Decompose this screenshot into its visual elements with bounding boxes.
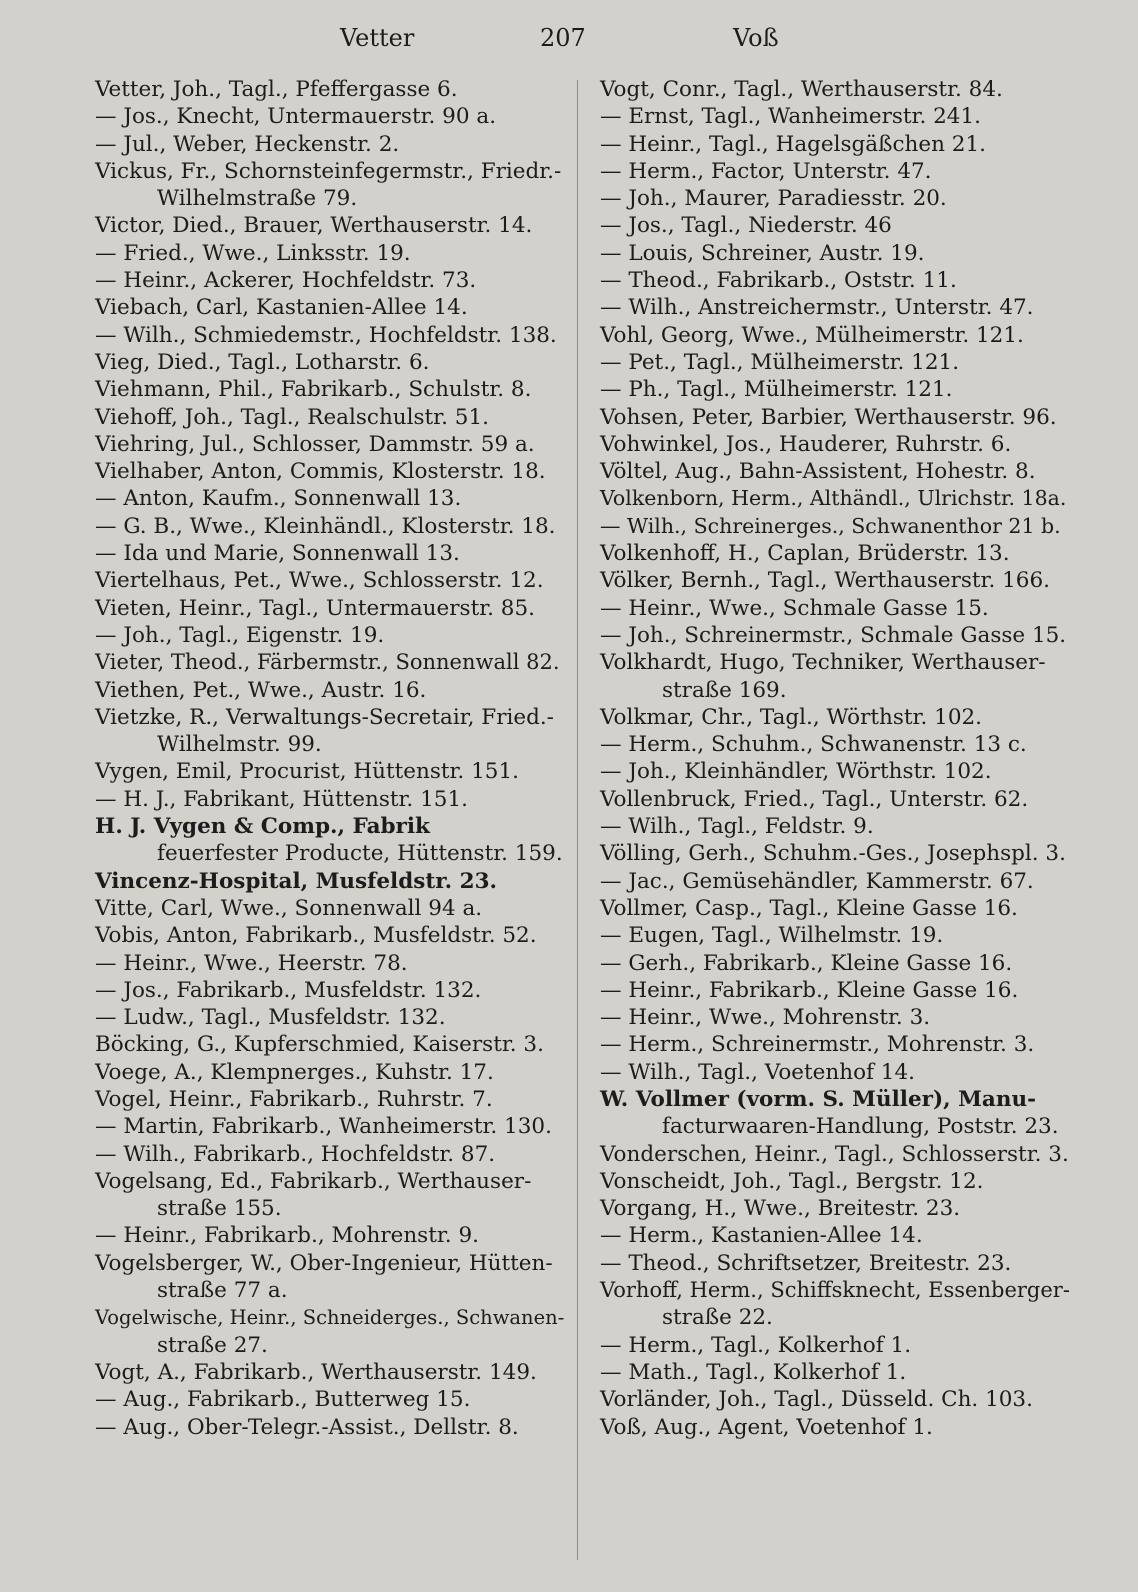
directory-entry: Viethen, Pet., Wwe., Austr. 16. — [95, 677, 427, 703]
directory-entry: — Jul., Weber, Heckenstr. 2. — [95, 131, 400, 157]
directory-entry: — Joh., Tagl., Eigenstr. 19. — [95, 622, 385, 648]
directory-entry: Vohwinkel, Jos., Hauderer, Ruhrstr. 6. — [600, 431, 1012, 457]
header-right-keyword: Voß — [733, 24, 779, 52]
directory-entry: Voß, Aug., Agent, Voetenhof 1. — [600, 1414, 933, 1440]
directory-entry-continuation: straße 27. — [157, 1332, 268, 1358]
directory-entry: — Ernst, Tagl., Wanheimerstr. 241. — [600, 104, 981, 130]
directory-entry: Vonderschen, Heinr., Tagl., Schlosserstr. 3. — [600, 1141, 1069, 1167]
directory-entry: — Jos., Fabrikarb., Musfeldstr. 132. — [95, 977, 482, 1003]
directory-entry: Vorgang, H., Wwe., Breitestr. 23. — [600, 1196, 961, 1222]
directory-entry: W. Vollmer (vorm. S. Müller), Manu- — [600, 1086, 1037, 1112]
directory-entry: — Herm., Tagl., Kolkerhof 1. — [600, 1332, 912, 1358]
directory-entry: — Herm., Kastanien-Allee 14. — [600, 1223, 923, 1249]
directory-entry: Volkmar, Chr., Tagl., Wörthstr. 102. — [600, 704, 983, 730]
directory-entry: Vieg, Died., Tagl., Lotharstr. 6. — [95, 349, 430, 375]
directory-entry: — Heinr., Wwe., Schmale Gasse 15. — [600, 595, 989, 621]
directory-entry: — Jos., Tagl., Niederstr. 46 — [600, 213, 892, 239]
directory-entry: — Louis, Schreiner, Austr. 19. — [600, 240, 925, 266]
directory-entry: — Joh., Schreinermstr., Schmale Gasse 15. — [600, 622, 1067, 648]
directory-entry: — Wilh., Schmiedemstr., Hochfeldstr. 138. — [95, 322, 557, 348]
header-left-keyword: Vetter — [340, 24, 415, 52]
directory-entry: — Heinr., Wwe., Mohrenstr. 3. — [600, 1005, 931, 1031]
column-divider — [577, 80, 578, 1560]
directory-entry: Völker, Bernh., Tagl., Werthauserstr. 166. — [600, 568, 1050, 594]
directory-entry: Vincenz-Hospital, Musfeldstr. 23. — [95, 868, 498, 894]
directory-entry: Vorländer, Joh., Tagl., Düsseld. Ch. 103. — [600, 1387, 1033, 1413]
directory-entry: Vogt, Conr., Tagl., Werthauserstr. 84. — [600, 77, 1003, 102]
directory-entry: — Jac., Gemüsehändler, Kammerstr. 67. — [600, 868, 1034, 894]
directory-entry: — Ludw., Tagl., Musfeldstr. 132. — [95, 1005, 446, 1031]
directory-entry: Volkhardt, Hugo, Techniker, Werthauser- — [600, 650, 1046, 676]
directory-entry: — Heinr., Fabrikarb., Kleine Gasse 16. — [600, 977, 1019, 1003]
directory-entry-continuation: straße 169. — [662, 677, 787, 703]
directory-entry: Victor, Died., Brauer, Werthauserstr. 14. — [95, 213, 533, 239]
directory-entry: — Wilh., Tagl., Feldstr. 9. — [600, 814, 874, 840]
directory-entry: H. J. Vygen & Comp., Fabrik — [95, 814, 430, 840]
directory-entry: — Anton, Kaufm., Sonnenwall 13. — [95, 486, 462, 512]
directory-entry: — Wilh., Schreinerges., Schwanenthor 21 b. — [600, 513, 1061, 538]
directory-entry: — H. J., Fabrikant, Hüttenstr. 151. — [95, 786, 468, 812]
directory-entry: Vitte, Carl, Wwe., Sonnenwall 94 a. — [95, 895, 483, 921]
directory-entry: Vobis, Anton, Fabrikarb., Musfeldstr. 52. — [95, 923, 537, 949]
directory-entry: — Ph., Tagl., Mülheimerstr. 121. — [600, 377, 953, 403]
directory-entry-continuation: Wilhelmstraße 79. — [157, 186, 358, 212]
left-column — [95, 76, 567, 1576]
directory-entry: Voege, A., Klempnerges., Kuhstr. 17. — [95, 1059, 494, 1085]
directory-entry-continuation: straße 22. — [662, 1305, 773, 1331]
directory-entry: — Math., Tagl., Kolkerhof 1. — [600, 1359, 907, 1385]
directory-entry-continuation: straße 155. — [157, 1196, 282, 1222]
directory-entry: Völtel, Aug., Bahn-Assistent, Hohestr. 8. — [600, 459, 1036, 485]
directory-entry-continuation: facturwaaren-Handlung, Poststr. 23. — [662, 1114, 1059, 1140]
directory-entry: Vogelwische, Heinr., Schneiderges., Schwanen- — [95, 1306, 565, 1330]
directory-entry: Vonscheidt, Joh., Tagl., Bergstr. 12. — [600, 1168, 984, 1194]
directory-entry: — Theod., Fabrikarb., Oststr. 11. — [600, 268, 957, 294]
directory-entry: Volkenhoff, H., Caplan, Brüderstr. 13. — [600, 541, 1010, 567]
directory-entry: Viehmann, Phil., Fabrikarb., Schulstr. 8. — [95, 377, 532, 403]
directory-entry: Viebach, Carl, Kastanien-Allee 14. — [95, 295, 468, 321]
directory-entry: Vietzke, R., Verwaltungs-Secretair, Fried.- — [95, 704, 554, 730]
directory-entry: Viehring, Jul., Schlosser, Dammstr. 59 a. — [95, 431, 535, 457]
directory-entry: Vetter, Joh., Tagl., Pfeffergasse 6. — [95, 77, 458, 102]
directory-entry: Vogel, Heinr., Fabrikarb., Ruhrstr. 7. — [95, 1086, 493, 1112]
directory-entry: — Wilh., Anstreichermstr., Unterstr. 47. — [600, 295, 1034, 321]
page-header — [0, 18, 1138, 58]
directory-entry: — Ida und Marie, Sonnenwall 13. — [95, 541, 460, 567]
right-column — [600, 76, 1070, 1576]
directory-entry: — G. B., Wwe., Kleinhändl., Klosterstr. 18. — [95, 513, 556, 539]
directory-entry: Vohsen, Peter, Barbier, Werthauserstr. 96. — [600, 404, 1057, 430]
directory-entry: Vieten, Heinr., Tagl., Untermauerstr. 85. — [95, 595, 535, 621]
directory-entry: — Pet., Tagl., Mülheimerstr. 121. — [600, 349, 960, 375]
directory-entry: Viehoff, Joh., Tagl., Realschulstr. 51. — [95, 404, 489, 430]
directory-entry: — Gerh., Fabrikarb., Kleine Gasse 16. — [600, 950, 1013, 976]
directory-entry: Vieter, Theod., Färbermstr., Sonnenwall 82. — [95, 650, 560, 675]
directory-entry: — Joh., Kleinhändler, Wörthstr. 102. — [600, 759, 992, 785]
directory-entry: — Aug., Fabrikarb., Butterweg 15. — [95, 1387, 471, 1413]
directory-entry: Vogelsang, Ed., Fabrikarb., Werthauser- — [95, 1168, 532, 1194]
directory-entry: — Herm., Factor, Unterstr. 47. — [600, 158, 932, 184]
directory-entry: — Theod., Schriftsetzer, Breitestr. 23. — [600, 1250, 1012, 1276]
directory-entry: Vohl, Georg, Wwe., Mülheimerstr. 121. — [600, 322, 1024, 348]
directory-entry-continuation: straße 77 a. — [157, 1278, 288, 1304]
directory-entry: — Heinr., Fabrikarb., Mohrenstr. 9. — [95, 1223, 479, 1249]
directory-entry: Vygen, Emil, Procurist, Hüttenstr. 151. — [95, 759, 519, 785]
directory-entry: Vollenbruck, Fried., Tagl., Unterstr. 62. — [600, 786, 1029, 812]
directory-entry: Volkenborn, Herm., Althändl., Ulrichstr. 18a. — [600, 486, 1067, 511]
directory-entry: Vogelsberger, W., Ober-Ingenieur, Hütten- — [95, 1250, 553, 1276]
directory-entry: — Herm., Schreinermstr., Mohrenstr. 3. — [600, 1032, 1035, 1058]
directory-entry: Vielhaber, Anton, Commis, Klosterstr. 18. — [95, 459, 546, 485]
directory-entry-continuation: Wilhelmstr. 99. — [157, 732, 322, 758]
directory-entry: — Aug., Ober-Telegr.-Assist., Dellstr. 8. — [95, 1414, 519, 1440]
directory-entry: Vollmer, Casp., Tagl., Kleine Gasse 16. — [600, 895, 1018, 921]
directory-entry: Vickus, Fr., Schornsteinfegermstr., Friedr.- — [95, 158, 562, 184]
directory-entry: — Jos., Knecht, Untermauerstr. 90 a. — [95, 104, 497, 130]
directory-entry: — Herm., Schuhm., Schwanenstr. 13 c. — [600, 732, 1027, 758]
page-number: 207 — [540, 24, 586, 52]
directory-entry: Vogt, A., Fabrikarb., Werthauserstr. 149. — [95, 1359, 537, 1385]
directory-entry: — Fried., Wwe., Linksstr. 19. — [95, 240, 411, 266]
directory-entry: — Wilh., Fabrikarb., Hochfeldstr. 87. — [95, 1141, 496, 1167]
directory-entry: — Joh., Maurer, Paradiesstr. 20. — [600, 186, 947, 212]
directory-entry-continuation: feuerfester Producte, Hüttenstr. 159. — [157, 841, 563, 867]
directory-entry: Völling, Gerh., Schuhm.-Ges., Josephspl. 3. — [600, 841, 1066, 867]
directory-entry: — Eugen, Tagl., Wilhelmstr. 19. — [600, 923, 944, 949]
directory-entry: — Martin, Fabrikarb., Wanheimerstr. 130. — [95, 1114, 552, 1140]
directory-entry: — Heinr., Tagl., Hagelsgäßchen 21. — [600, 131, 986, 157]
directory-entry: — Heinr., Ackerer, Hochfeldstr. 73. — [95, 268, 477, 294]
directory-entry: Viertelhaus, Pet., Wwe., Schlosserstr. 12. — [95, 568, 544, 594]
directory-entry: Vorhoff, Herm., Schiffsknecht, Essenberger- — [600, 1278, 1070, 1303]
directory-entry: Böcking, G., Kupferschmied, Kaiserstr. 3. — [95, 1032, 544, 1058]
directory-entry: — Wilh., Tagl., Voetenhof 14. — [600, 1059, 915, 1085]
directory-entry: — Heinr., Wwe., Heerstr. 78. — [95, 950, 408, 976]
